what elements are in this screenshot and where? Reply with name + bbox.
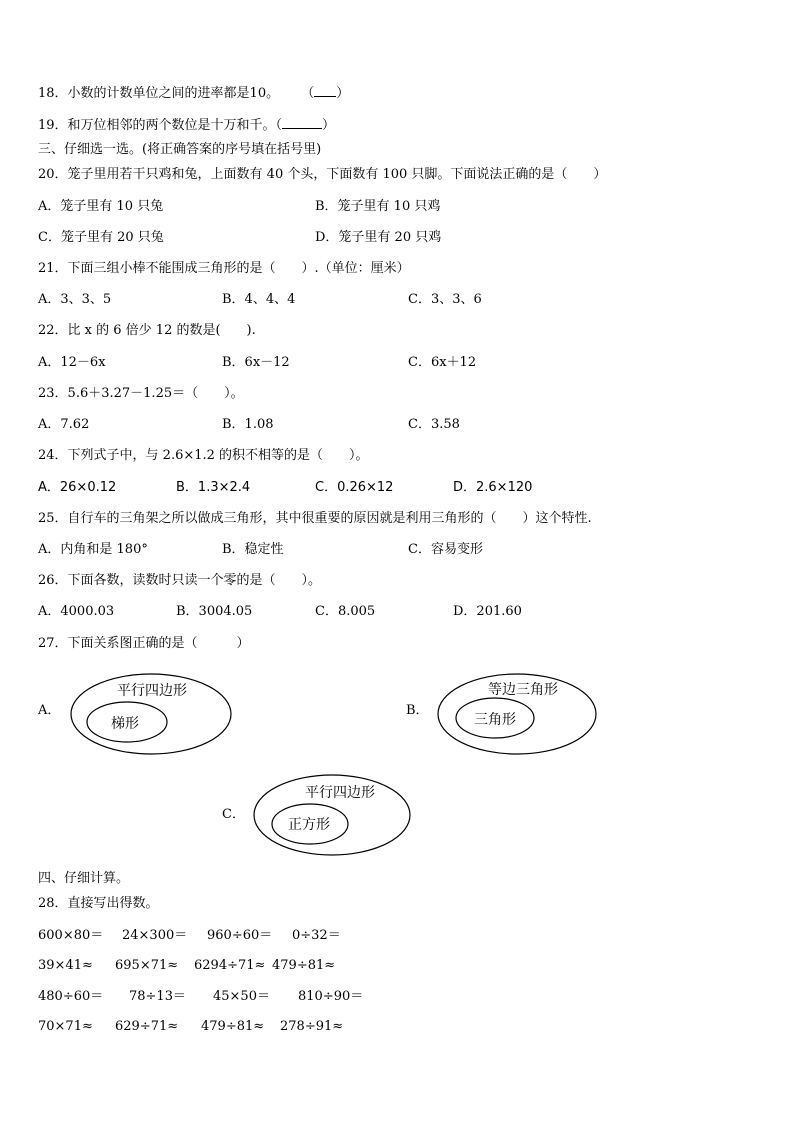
option-a[interactable]: A．3、3、5 (38, 292, 112, 307)
question-19-text: 19．和万位相邻的两个数位是十万和千。（ (38, 118, 283, 133)
option-d[interactable]: D．笼子里有 20 只鸡 (315, 230, 442, 245)
option-b[interactable]: B．1.08 (222, 417, 274, 432)
option-c-label[interactable]: C． (222, 807, 245, 822)
calc-item: 629÷71≈ (115, 1019, 179, 1034)
question-20-stem: 20．笼子里用若干只鸡和兔，上面数有 40 个头，下面数有 100 只脚。下面说法正确的是（ ） (38, 167, 607, 182)
option-b[interactable]: B．6x－12 (222, 355, 290, 370)
outer-label: 平行四边形 (305, 785, 375, 801)
question-26-stem: 26．下面各数，读数时只读一个零的是（ ）。 (38, 573, 322, 588)
option-c[interactable]: C．3.58 (408, 417, 460, 432)
inner-label: 三角形 (474, 712, 516, 728)
option-b[interactable]: B．4、4、4 (222, 292, 296, 307)
venn-diagram-a[interactable] (68, 670, 234, 758)
calc-item: 810÷90＝ (298, 989, 364, 1004)
answer-blank[interactable] (282, 116, 322, 129)
option-b[interactable]: B．笼子里有 10 只鸡 (315, 199, 441, 214)
option-b[interactable]: B．1.3×2.4 (176, 480, 251, 495)
answer-blank[interactable] (314, 84, 336, 97)
answer-paren-close: ） (322, 118, 336, 133)
outer-label: 等边三角形 (488, 682, 558, 698)
option-d[interactable]: D．201.60 (453, 604, 522, 619)
option-a[interactable]: A．笼子里有 10 只兔 (38, 199, 164, 214)
question-27-stem: 27．下面关系图正确的是（ ） (38, 636, 250, 651)
question-24-stem: 24．下列式子中，与 2.6×1.2 的积不相等的是（ ）。 (38, 448, 369, 463)
calc-item: 0÷32＝ (292, 928, 341, 943)
section-3-heading: 三、仔细选一选。(将正确答案的序号填在括号里) (38, 142, 322, 157)
option-c[interactable]: C．3、3、6 (408, 292, 482, 307)
inner-label: 正方形 (288, 817, 330, 833)
option-a[interactable]: A．7.62 (38, 417, 90, 432)
answer-paren-close: ） (336, 86, 350, 101)
option-a-label[interactable]: A． (38, 703, 61, 718)
question-18 (38, 84, 349, 102)
section-4-heading: 四、仔细计算。 (38, 871, 130, 886)
question-28-stem: 28．直接写出得数。 (38, 896, 159, 911)
calc-item: 480÷60＝ (38, 989, 104, 1004)
answer-paren-open: （ (301, 86, 315, 101)
option-c[interactable]: C．笼子里有 20 只兔 (38, 230, 164, 245)
option-d[interactable]: D．2.6×120 (453, 480, 533, 495)
option-c[interactable]: C．容易变形 (408, 542, 483, 557)
option-b[interactable]: B．3004.05 (176, 604, 253, 619)
calc-item: 278÷91≈ (280, 1019, 344, 1034)
calc-item: 479÷81≈ (201, 1019, 265, 1034)
outer-label: 平行四边形 (117, 683, 187, 699)
option-b[interactable]: B．稳定性 (222, 542, 284, 557)
calc-item: 45×50＝ (213, 989, 270, 1004)
question-22-stem: 22．比 x 的 6 倍少 12 的数是( ). (38, 323, 256, 338)
option-b-label[interactable]: B． (406, 703, 429, 718)
calc-item: 39×41≈ (38, 958, 93, 973)
option-a[interactable]: A．内角和是 180° (38, 542, 148, 557)
venn-diagram-c[interactable] (252, 772, 414, 860)
option-a[interactable]: A．26×0.12 (38, 480, 117, 495)
option-c[interactable]: C．0.26×12 (315, 480, 394, 495)
option-c[interactable]: C．8.005 (315, 604, 376, 619)
inner-label: 梯形 (111, 716, 139, 732)
calc-item: 960÷60＝ (207, 928, 273, 943)
option-a[interactable]: A．4000.03 (38, 604, 115, 619)
venn-diagram-b[interactable] (436, 670, 600, 758)
option-c[interactable]: C．6x＋12 (408, 355, 477, 370)
question-25-stem: 25．自行车的三角架之所以做成三角形，其中很重要的原因就是利用三角形的（ ）这个特性. (38, 511, 592, 526)
calc-item: 600×80＝ (38, 928, 104, 943)
question-21-stem: 21．下面三组小棒不能围成三角形的是（ ）.（单位：厘米） (38, 261, 410, 276)
question-19 (38, 116, 335, 134)
calc-item: 479÷81≈ (272, 958, 336, 973)
calc-item: 70×71≈ (38, 1019, 93, 1034)
question-23-stem: 23．5.6＋3.27－1.25＝（ ）。 (38, 386, 244, 401)
calc-item: 78÷13＝ (129, 989, 186, 1004)
calc-item: 695×71≈ (115, 958, 179, 973)
question-18-text: 18．小数的计数单位之间的进率都是10。 (38, 86, 280, 101)
option-a[interactable]: A．12－6x (38, 355, 106, 370)
calc-item: 24×300＝ (122, 928, 188, 943)
calc-item: 6294÷71≈ (194, 958, 266, 973)
